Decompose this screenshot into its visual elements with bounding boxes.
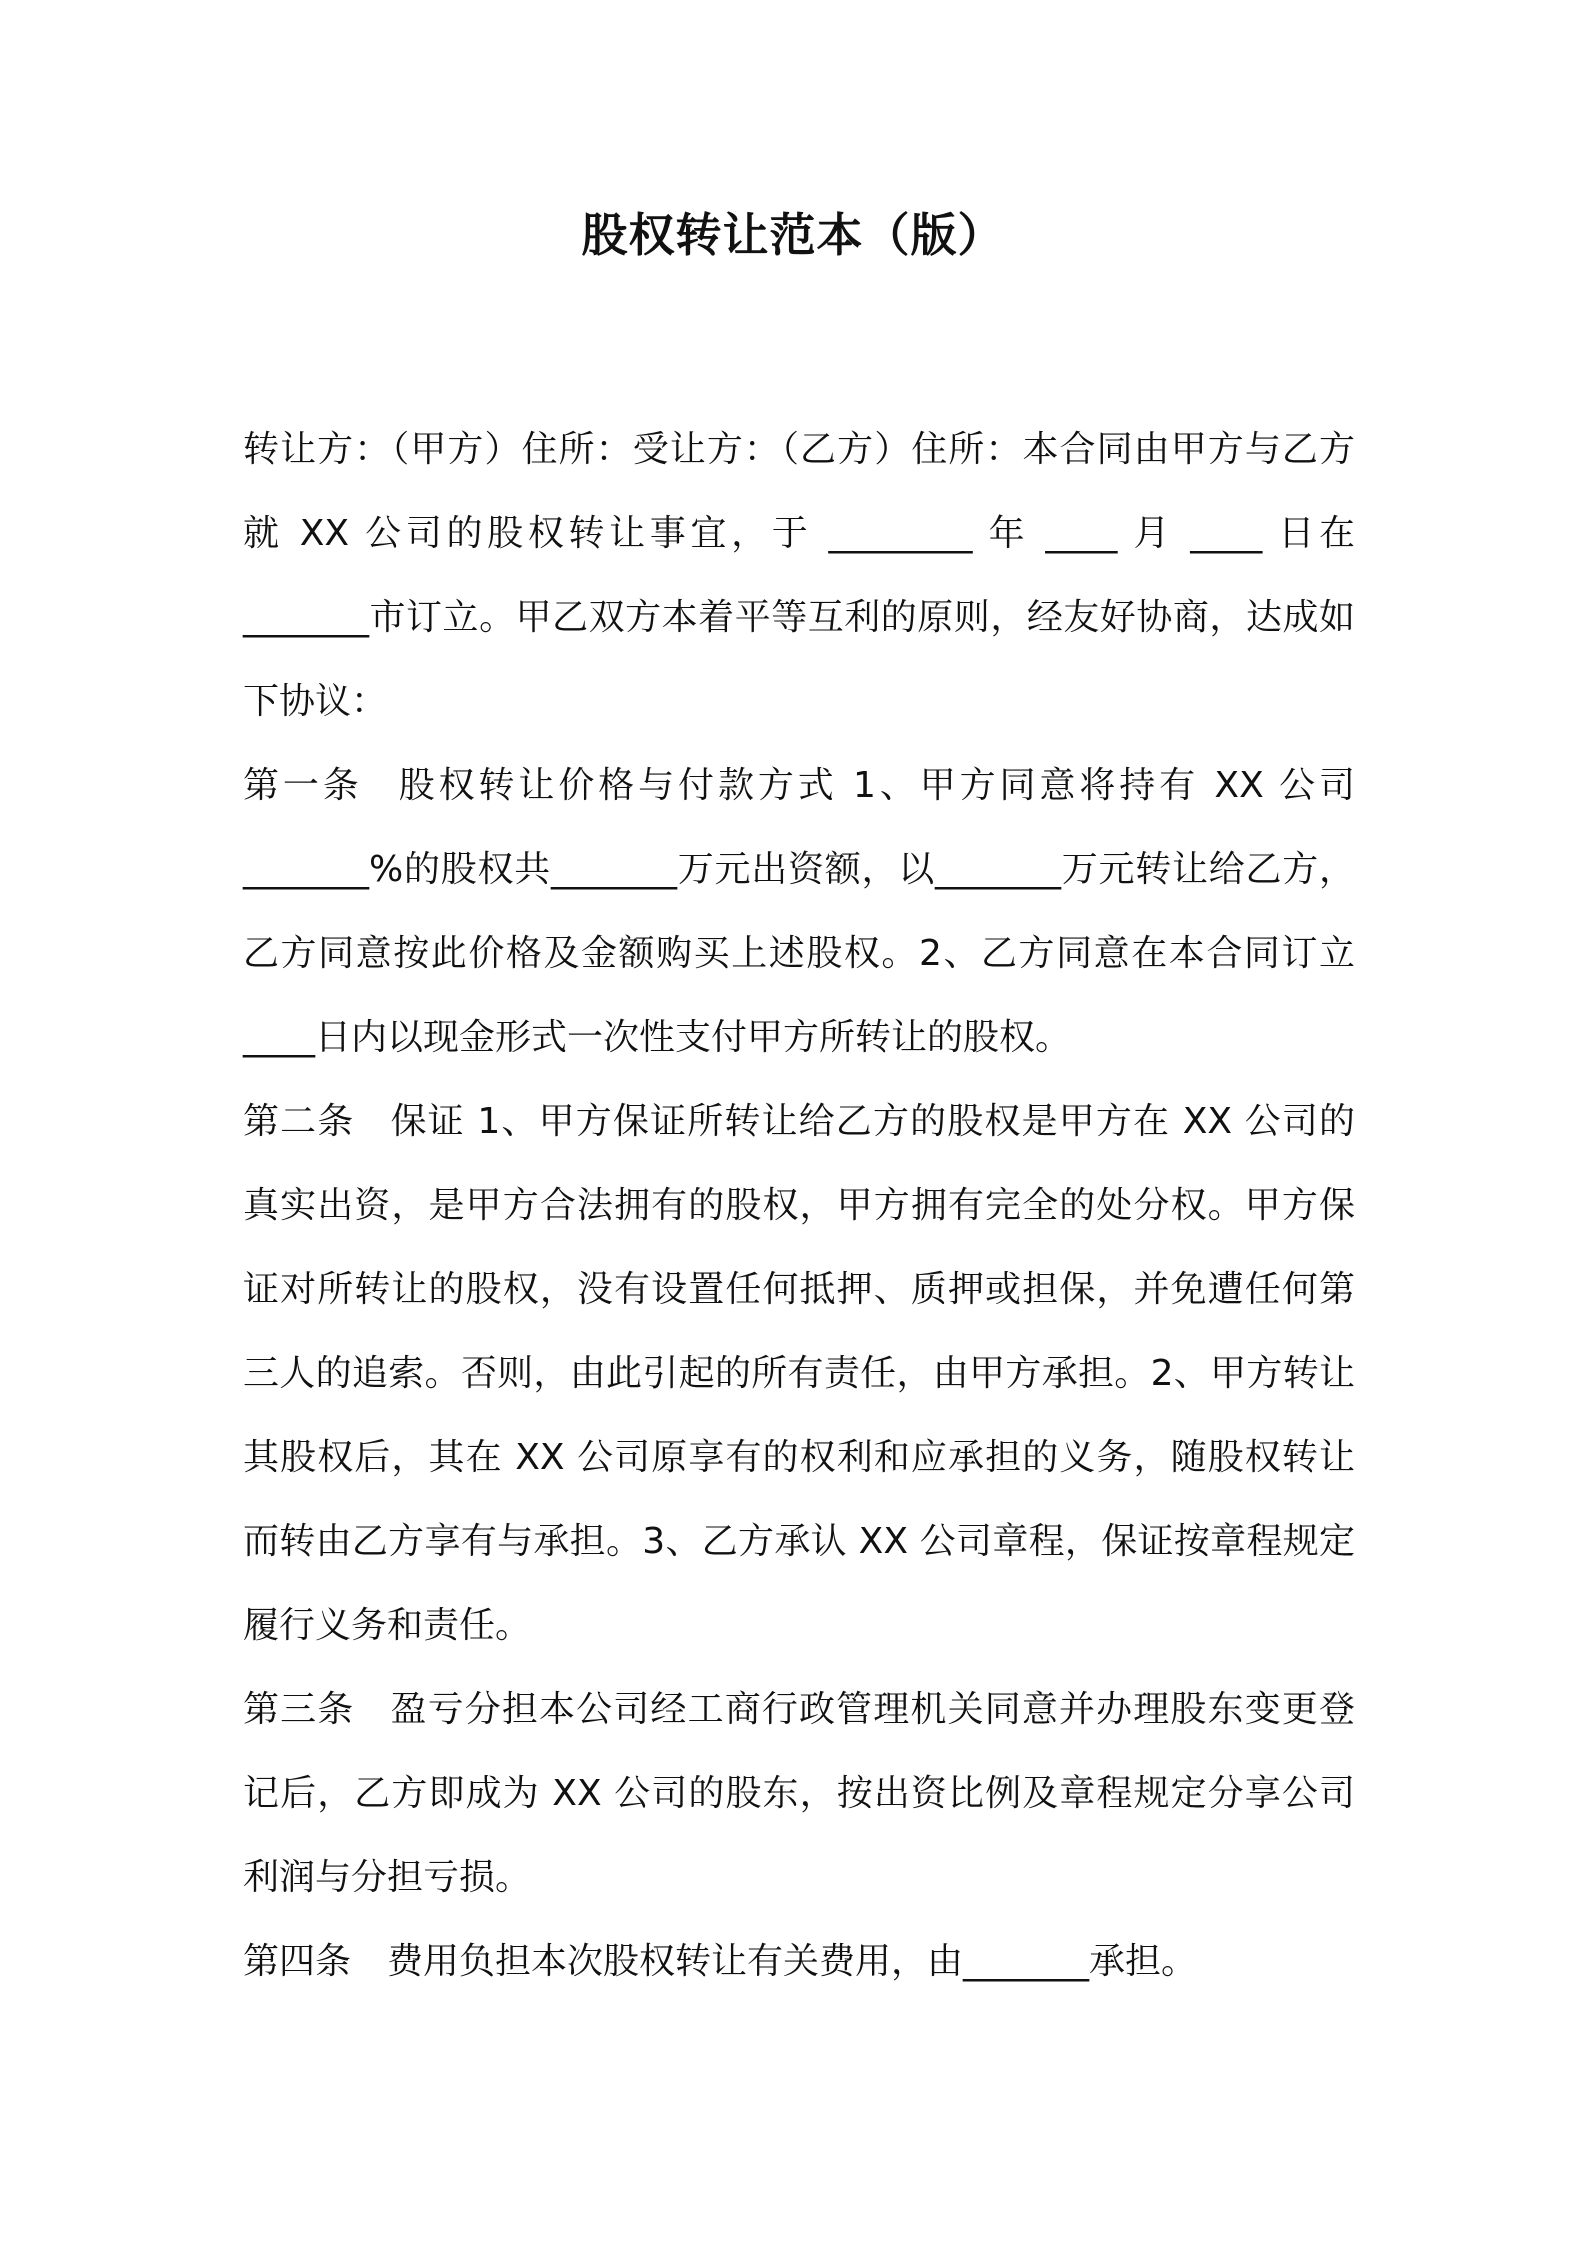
article-number: 第一条	[243, 765, 363, 806]
article-text: 盈亏分担本公司经工商行政管理机关同意并办理股东变更登记后，乙方即成为 XX 公司的股东，按出资比例及章程规定分享公司利润与分担亏损。	[243, 1689, 1355, 1898]
article-3	[243, 1668, 1355, 1920]
document-title: 股权转让范本（版）	[581, 208, 1005, 262]
article-number: 第二条	[243, 1101, 355, 1142]
article-text: 费用负担本次股权转让有关费用，由_______承担。	[387, 1941, 1198, 1982]
article-text: 保证 1、甲方保证所转让给乙方的股权是甲方在 XX 公司的真实出资，是甲方合法拥有的股权，甲方拥有完全的处分权。甲方保证对所转让的股权，没有设置任何抵押、质押或担保，并免遭任何第三人的追索。否则，由此引起的所有责任，由甲方承担。2、甲方转让其股权后，其在 XX 公司原享有的权利和应承担的义务，随股权转让而转由乙方享有与承担。3、乙方承认 XX 公司章程，保证按章程规定履行义务和责任。	[243, 1101, 1355, 1646]
document-body	[243, 408, 1355, 2004]
article-1	[243, 744, 1355, 1080]
article-number: 第三条	[243, 1689, 355, 1730]
article-2	[243, 1080, 1355, 1668]
article-number: 第四条	[243, 1941, 352, 1982]
article-text: 股权转让价格与付款方式 1、甲方同意将持有 XX 公司_______%的股权共_______万元出资额，以_______万元转让给乙方，乙方同意按此价格及金额购买上述股权。2、乙方同意在本合同订立____日内以现金形式一次性支付甲方所转让的股权。	[243, 765, 1355, 1058]
intro-paragraph: 转让方：（甲方）住所：受让方：（乙方）住所：本合同由甲方与乙方就 XX 公司的股权转让事宜，于 ________ 年 ____ 月 ____ 日在 _______市订立。甲乙双方本着平等互利的原则，经友好协商，达成如下协议：	[243, 429, 1355, 722]
article-4	[243, 1920, 1355, 2004]
